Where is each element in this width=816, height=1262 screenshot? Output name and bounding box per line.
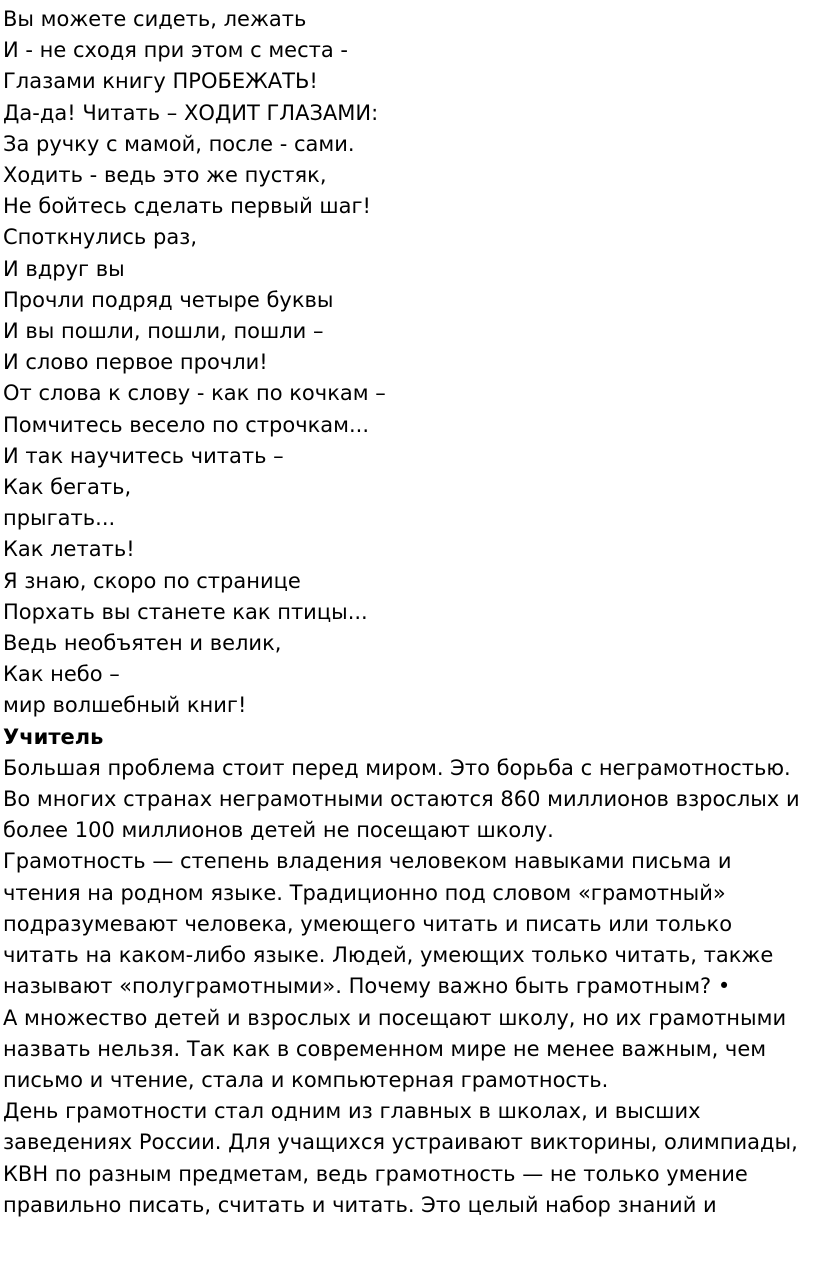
poem-line: И слово первое прочли! (3, 350, 268, 375)
poem-line: И так научитесь читать – (3, 443, 284, 468)
poem-line: Ведь необъятен и велик, (3, 631, 282, 656)
poem-line: Прочли подряд четыре буквы (3, 287, 334, 312)
poem-line: Порхать вы станете как птицы... (3, 599, 368, 624)
body-line: А множество детей и взрослых и посещают школу, но их грамотными (3, 1005, 787, 1030)
body-line: Большая проблема стоит перед миром. Это борьба с неграмотностью. (3, 755, 791, 780)
body-line: КВН по разным предметам, ведь грамотность — не только умение (3, 1161, 748, 1186)
poem-line: От слова к слову - как по кочкам – (3, 381, 386, 406)
poem (3, 4, 816, 722)
body-line: называют «полуграмотными». Почему важно быть грамотным? • (3, 974, 731, 999)
poem-line: мир волшебный книг! (3, 693, 247, 718)
body-line: читать на каком-либо языке. Людей, умеющих только читать, также (3, 943, 774, 968)
poem-line: И - не сходя при этом с места - (3, 38, 349, 63)
body-text (3, 753, 816, 1221)
body-line: Во многих странах неграмотными остаются 860 миллионов взрослых и (3, 787, 800, 812)
body-line: письмо и чтение, стала и компьютерная грамотность. (3, 1067, 609, 1092)
body-line: Грамотность — степень владения человеком навыками письма и (3, 849, 732, 874)
poem-line: Да-да! Читать – ХОДИТ ГЛАЗАМИ: (3, 100, 379, 125)
body-line: назвать нельзя. Так как в современном мире не менее важным, чем (3, 1036, 767, 1061)
poem-line: прыгать... (3, 506, 116, 531)
poem-line: За ручку с мамой, после - сами. (3, 131, 355, 156)
body-line: День грамотности стал одним из главных в школах, и высших (3, 1099, 701, 1124)
poem-line: Глазами книгу ПРОБЕЖАТЬ! (3, 69, 318, 94)
poem-line: Ходить - ведь это же пустяк, (3, 163, 327, 188)
section-heading: Учитель (3, 724, 104, 749)
poem-line: Споткнулись раз, (3, 225, 198, 250)
poem-line: И вдруг вы (3, 256, 125, 281)
body-line: более 100 миллионов детей не посещают школу. (3, 818, 554, 843)
poem-line: Я знаю, скоро по странице (3, 568, 301, 593)
body-line: правильно писать, считать и читать. Это целый набор знаний и (3, 1192, 717, 1217)
poem-line: Как небо – (3, 662, 120, 687)
poem-line: Как летать! (3, 537, 135, 562)
body-line: чтения на родном языке. Традиционно под словом «грамотный» (3, 880, 726, 905)
poem-line: Вы можете сидеть, лежать (3, 7, 307, 31)
poem-line: И вы пошли, пошли, пошли – (3, 319, 324, 344)
body-line: заведениях России. Для учащихся устраивают викторины, олимпиады, (3, 1130, 798, 1155)
poem-line: Не бойтесь сделать первый шаг! (3, 194, 371, 219)
poem-line: Помчитесь весело по строчкам... (3, 412, 370, 437)
poem-line: Как бегать, (3, 475, 132, 500)
body-line: подразумевают человека, умеющего читать и писать или только (3, 911, 733, 936)
